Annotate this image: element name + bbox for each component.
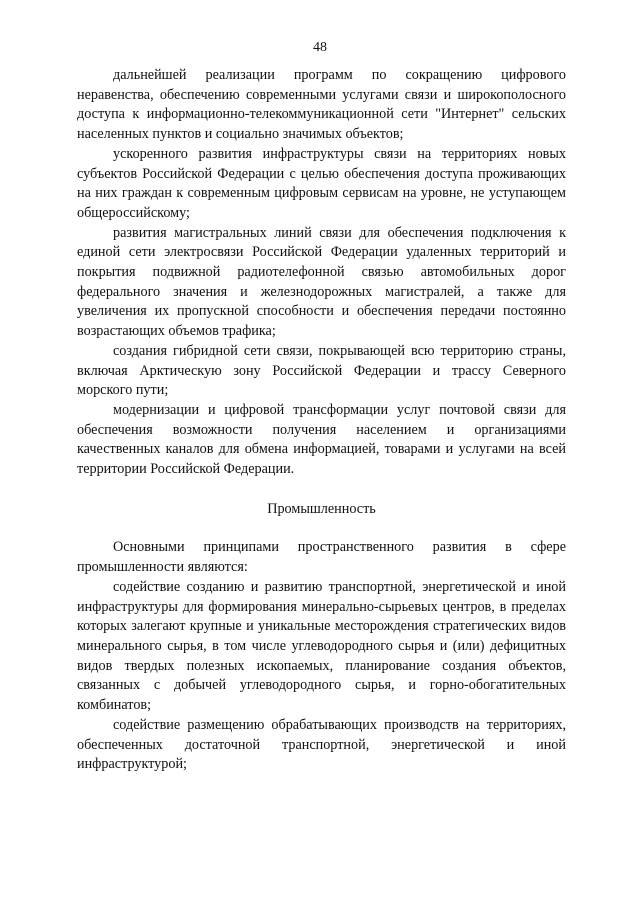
section-heading-industry: Промышленность	[267, 500, 376, 517]
paragraph-mineral-centers: содействие созданию и развитию транспортной, энергетической и иной инфраструктуры для формирования минерально-сырьевых центров, в пределах которых залегают крупные и уникальные месторождения стратегических видов минерального сырья, в том числе углеводородного сырья и (или) дефицитных видов твердых полезных ископаемых, планирование создания объектов, связанных с добычей углеводородного сырья, и горно-обогатительных комбинатов;	[77, 578, 566, 714]
paragraph-manufacturing-placement: содействие размещению обрабатывающих производств на территориях, обеспеченных достаточной транспортной, энергетической и иной инфраструктурой;	[77, 716, 566, 773]
page-number: 48	[313, 40, 327, 55]
paragraph-postal-services: модернизации и цифровой трансформации услуг почтовой связи для обеспечения возможности получения населением и организациями качественных каналов для обмена информацией, товарами и услугами на всей территории Российской Федерации.	[77, 401, 566, 478]
paragraph-trunk-lines: развития магистральных линий связи для обеспечения подключения к единой сети электросвязи Российской Федерации удаленных территорий и покрытия подвижной радиотелефонной связью автомобильных дорог федерального значения и железнодорожных магистралей, а также для увеличения их пропускной способности и обеспечения передачи постоянно возрастающих объемов трафика;	[77, 224, 566, 340]
paragraph-hybrid-network: создания гибридной сети связи, покрывающей всю территорию страны, включая Арктическую зону Российской Федерации и трассу Северного морского пути;	[77, 342, 566, 399]
paragraph-digital-inequality: дальнейшей реализации программ по сокращению цифрового неравенства, обеспечению современными услугами связи и широкополосного доступа к информационно-телекоммуникационной сети "Интернет" сельских населенных пунктов и социально значимых объектов;	[77, 67, 566, 143]
paragraph-new-subjects-infrastructure: ускоренного развития инфраструктуры связи на территориях новых субъектов Российской Федерации с целью обеспечения доступа проживающих на них граждан к современным цифровым сервисам на уровне, не уступающем общероссийскому;	[77, 145, 566, 221]
paragraph-principles-intro: Основными принципами пространственного развития в сфере промышленности являются:	[77, 539, 566, 576]
page-body	[77, 66, 566, 775]
